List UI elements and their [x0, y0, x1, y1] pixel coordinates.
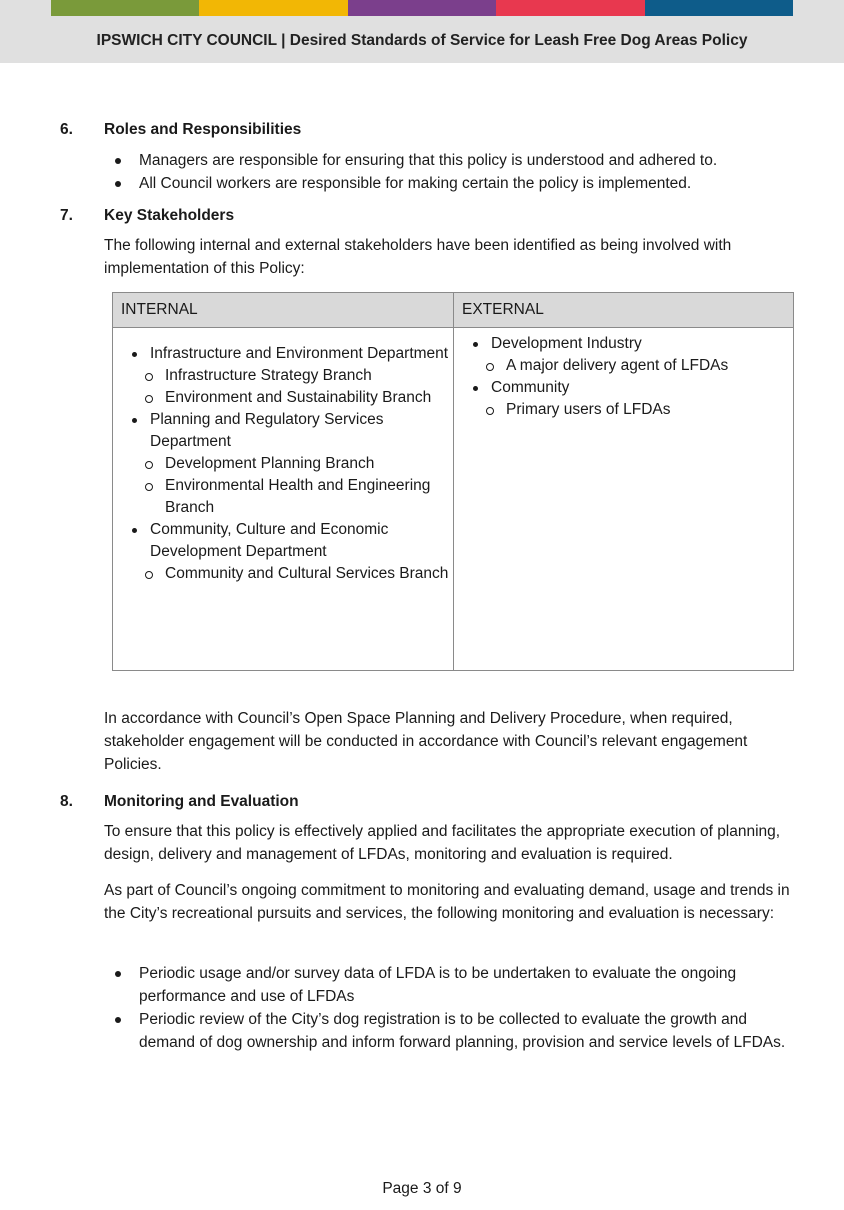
bullet-icon	[132, 352, 137, 357]
section-7-intro: The following internal and external stakeholders have been identified as being involved with implementation of this Policy:	[104, 237, 732, 277]
table-header-external: EXTERNAL	[454, 293, 794, 328]
circle-bullet-icon	[145, 483, 153, 491]
bullet-icon	[132, 418, 137, 423]
list-item: A major delivery agent of LFDAs	[454, 355, 793, 377]
bullet-icon	[115, 181, 121, 187]
internal-cell	[113, 328, 454, 671]
list-item: Development Planning Branch	[113, 453, 453, 475]
list-item: Environment and Sustainability Branch	[113, 387, 453, 409]
list-item: Primary users of LFDAs	[454, 399, 793, 421]
section-6-title: Roles and Responsibilities	[104, 121, 302, 138]
circle-bullet-icon	[145, 571, 153, 579]
color-segment-yellow	[199, 0, 347, 16]
circle-bullet-icon	[145, 373, 153, 381]
color-segment-red	[496, 0, 644, 16]
list-item: Community	[454, 377, 793, 399]
bullet-icon	[473, 386, 478, 391]
color-segment-green	[51, 0, 199, 16]
list-item: Planning and Regulatory Services Department	[113, 409, 453, 453]
section-7-after: In accordance with Council’s Open Space Planning and Delivery Procedure, when required, stakeholder engagement will be conducted in accordance with Council’s relevant engagement Policies.	[104, 710, 748, 773]
bullet-icon	[115, 1017, 121, 1023]
section-8-title: Monitoring and Evaluation	[104, 793, 299, 810]
color-segment-blue	[645, 0, 793, 16]
section-8-para-2: As part of Council’s ongoing commitment to monitoring and evaluating demand, usage and trends in the City’s recreational pursuits and services, the following monitoring and evaluation is necessary:	[104, 882, 790, 922]
page-number: Page 3 of 9	[382, 1180, 462, 1197]
list-item: Development Industry	[454, 333, 793, 355]
section-7-title: Key Stakeholders	[104, 207, 235, 224]
header-title: IPSWICH CITY COUNCIL | Desired Standards of Service for Leash Free Dog Areas Policy	[96, 32, 748, 49]
section-8-number: 8.	[60, 793, 73, 810]
circle-bullet-icon	[486, 407, 494, 415]
list-item: Periodic usage and/or survey data of LFDA is to be undertaken to evaluate the ongoing performance and use of LFDAs	[104, 962, 794, 1008]
list-item: Community, Culture and Economic Development Department	[113, 519, 453, 563]
header-color-bar	[51, 0, 793, 16]
list-item: Infrastructure and Environment Department	[113, 343, 453, 365]
section-8-para-1: To ensure that this policy is effectively applied and facilitates the appropriate execution of planning, design, delivery and management of LFDAs, monitoring and evaluation is required.	[104, 823, 781, 863]
bullet-icon	[115, 971, 121, 977]
section-8-bullets	[104, 962, 794, 1054]
circle-bullet-icon	[145, 395, 153, 403]
bullet-icon	[473, 342, 478, 347]
circle-bullet-icon	[486, 363, 494, 371]
circle-bullet-icon	[145, 461, 153, 469]
section-6-number: 6.	[60, 121, 73, 138]
bullet-icon	[115, 158, 121, 164]
color-segment-purple	[348, 0, 496, 16]
list-item: Periodic review of the City’s dog registration is to be collected to evaluate the growth and demand of dog ownership and inform forward planning, provision and service levels of LFDAs.	[104, 1008, 794, 1054]
page-header	[0, 0, 844, 63]
stakeholders-table	[112, 292, 794, 671]
list-item: Managers are responsible for ensuring that this policy is understood and adhered to.	[104, 149, 794, 172]
list-item: All Council workers are responsible for making certain the policy is implemented.	[104, 172, 794, 195]
section-6-bullets	[104, 149, 794, 195]
list-item: Community and Cultural Services Branch	[113, 563, 453, 585]
external-cell	[454, 328, 794, 671]
internal-list	[113, 343, 453, 585]
table-header-internal: INTERNAL	[113, 293, 454, 328]
list-item: Infrastructure Strategy Branch	[113, 365, 453, 387]
external-list	[454, 333, 793, 421]
list-item: Environmental Health and Engineering Branch	[113, 475, 453, 519]
section-7-number: 7.	[60, 207, 73, 224]
bullet-icon	[132, 528, 137, 533]
